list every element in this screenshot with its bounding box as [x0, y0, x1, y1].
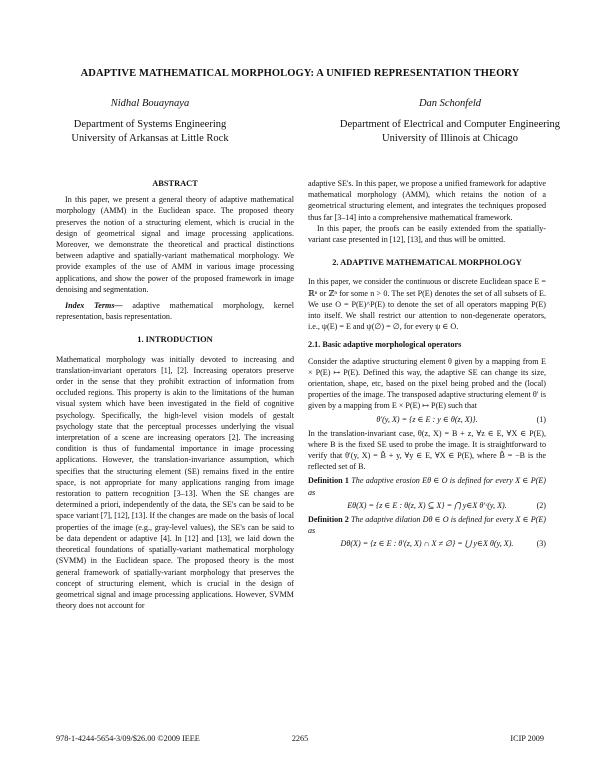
author-name: Dan Schonfeld: [418, 98, 482, 109]
footer-isbn: 978-1-4244-5654-3/09/$26.00 ©2009 IEEE: [56, 734, 200, 743]
definition-1-text: The adaptive erosion Eθ ∈ O is defined for every X ∈ P(E) as: [308, 476, 546, 497]
definition-2: [308, 514, 546, 536]
author-affiliation-line: University of Arkansas at Little Rock: [71, 133, 229, 144]
equation-3: [308, 536, 546, 552]
section-2-heading: 2. ADAPTIVE MATHEMATICAL MORPHOLOGY: [332, 258, 522, 268]
equation-2: [308, 498, 546, 514]
right-paragraph-1: adaptive SE's. In this paper, we propose a unified framework for adaptive mathematical morphology (AMM), which retains the notion of a geometrical structuring element, and integrates the techniques proposed thus far [3–14] into a comprehensive mathematical framework.: [308, 179, 546, 222]
intro-heading: 1. INTRODUCTION: [137, 335, 213, 345]
subsection-2-1-paragraph-1: Consider the adaptive structuring element θ given by a mapping from E × P(E) ↦ P(E). Defined this way, the adaptive SE can change its size, orientation, shape, etc, based on the pixel being probed and the (local) properties of the image. The transposed adaptive structuring element θ′ is given by a mapping from E × P(E) ↦ P(E) such that: [308, 356, 546, 411]
definition-2-text: The adaptive dilation Dθ ∈ O is defined for every X ∈ P(E) as: [308, 514, 546, 536]
section-2-paragraph: In this paper, we consider the continuous or discrete Euclidean space E = ℝⁿ or ℤⁿ for some n > 0. The set P(E) denotes the set of all subsets of E. We use O = P(E)^P(E) to denote the set of all operators mapping P(E) into itself. We shall restrict our attention to non-degenerate operators, i.e., ψ(E) = E and ψ(∅) = ∅, for every ψ ∈ O.: [308, 277, 546, 332]
intro-paragraph: Mathematical morphology was initially devoted to increasing and translation-invariant operators [1], [2]. Increasing operators preserve order in the sense that they prohibit extraction of information from occluded regions. This property is akin to the limitations of the human visual system which have been investigated in the field of cognitive psychology. Specifically, the high-level vision models of gestalt psychology state that the perceptual processes underlying the visual interpretation of a scene are increasing operators [2]. The increasing condition is thus of fundamental importance in image processing applications. However, the translation-invariance assumption, which specifies that the structuring element (SE) remains fixed in the entire space, is not appropriate for many applications ranging from image restoration to pattern recognition [3–13]. When the SE changes are determined a priori, independently of the data, the SE's can be said to be space variant [7], [12], [13]. If the changes are made on the basis of local properties of the image (e.g., gray-level values), the SE's can be said to be data dependent or adaptive [4]. In [12] and [13], we laid down the theoretical foundations of spatially-variant mathematical morphology (SVMM) in the Euclidean space. The proposed theory is the most general framework of spatially-variant morphology that preserves the concept of structuring element, which is crucial in the design of geometrical signal and image processing applications. However, SVMM theory does not account for: [56, 354, 294, 611]
abstract-heading: ABSTRACT: [152, 179, 198, 188]
equation-1-number: (1): [536, 414, 546, 424]
author-block-1: [0, 98, 300, 146]
definition-1-label: Definition 1: [308, 476, 349, 486]
author-block-2: [300, 98, 600, 146]
index-terms: [56, 300, 294, 322]
left-column: [56, 178, 294, 611]
author-affiliation-line: Department of Electrical and Computer Engineering: [339, 119, 561, 130]
definition-2-label: Definition 2: [308, 514, 349, 524]
equation-3-text: Dθ(X) = {z ∈ E : θ′(z, X) ∩ X ≠ ∅} = ⋃ y∈X θ(y, X).: [340, 539, 514, 549]
subsection-2-1-heading: 2.1. Basic adaptive morphological operators: [308, 340, 462, 350]
right-paragraph-2: In this paper, the proofs can be easily extended from the spatially-variant case presented in [12], [13], and thus will be omitted.: [308, 223, 546, 245]
abstract-text: In this paper, we present a general theory of adaptive mathematical morphology (AMM) in the Euclidean space. The proposed theory preserves the notion of a structuring element, which is crucial in the design of geometrical signal and image processing applications. Moreover, we demonstrate the theoretical and practical distinctions between adaptive and spatially-variant mathematical morphology. We provide examples of the use of AMM in various image processing applications, and show the power of the proposed framework in image denoising and segmentation.: [56, 195, 294, 294]
equation-1-text: θ′(y, X) = {z ∈ E : y ∈ θ(z, X)}.: [376, 414, 478, 424]
right-column: [308, 178, 546, 552]
paper-title: ADAPTIVE MATHEMATICAL MORPHOLOGY: A UNIFIED REPRESENTATION THEORY: [80, 68, 520, 79]
subsection-2-1-paragraph-2: In the translation-invariant case, θ(z, X) = B + z, ∀z ∈ E, ∀X ∈ P(E), where B is the fixed SE used to probe the image. It is straightforward to verify that θ′(y, X) = B̆ + y, ∀y ∈ E, ∀X ∈ P(E), where B̆ = −B is the reflected set of B.: [308, 428, 546, 472]
author-name: Nidhal Bouaynaya: [110, 98, 190, 109]
author-affiliation-line: University of Illinois at Chicago: [382, 133, 518, 144]
equation-2-text: Eθ(X) = {z ∈ E : θ(z, X) ⊆ X} = ⋂ y∈X θ′ᶜ(y, X).: [347, 500, 507, 510]
equation-2-number: (2): [536, 500, 546, 510]
equation-1: [308, 412, 546, 428]
footer-conference: ICIP 2009: [510, 734, 544, 743]
author-affiliation-line: Department of Systems Engineering: [73, 119, 227, 130]
footer-page-number: 2265: [291, 734, 309, 743]
definition-1: [308, 475, 546, 497]
equation-3-number: (3): [536, 539, 546, 549]
index-terms-label: Index Terms—: [65, 301, 123, 311]
index-terms-text: adaptive mathematical morphology, kernel representation, basis representation.: [56, 301, 294, 322]
